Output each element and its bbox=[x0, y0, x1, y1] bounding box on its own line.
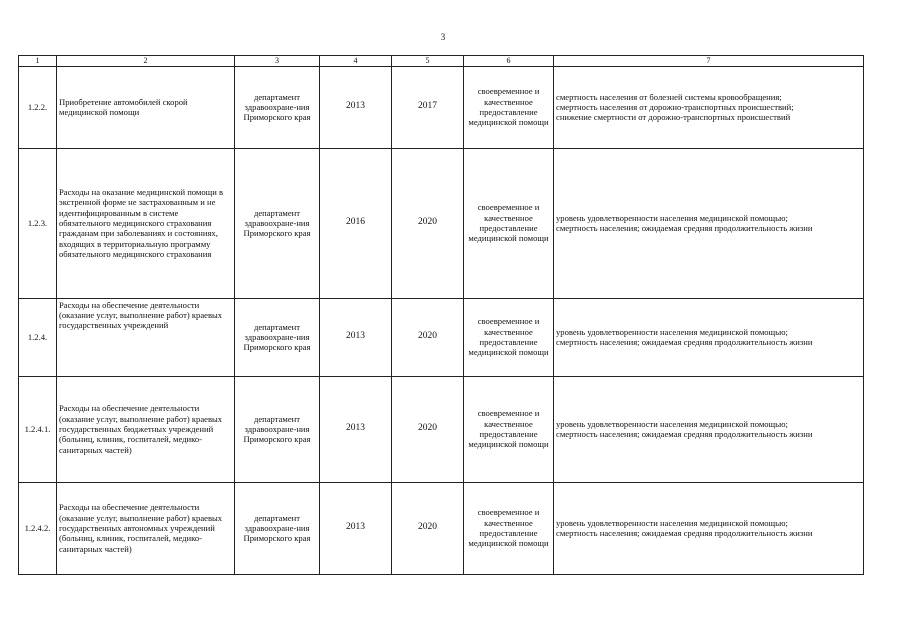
row-start-year: 2013 bbox=[320, 376, 392, 482]
row-indicators bbox=[554, 148, 864, 298]
row-end-year: 2020 bbox=[392, 376, 464, 482]
row-start-year: 2013 bbox=[320, 298, 392, 376]
header-col-2: 2 bbox=[57, 56, 235, 67]
row-result: своевременное и качественное предоставление медицинской помощи bbox=[464, 148, 554, 298]
row-start-year: 2013 bbox=[320, 66, 392, 148]
header-col-3: 3 bbox=[235, 56, 320, 67]
row-indicators bbox=[554, 376, 864, 482]
indicator-line: уровень удовлетворенности населения медицинской помощью; bbox=[556, 418, 788, 429]
indicator-line: смертность населения; ожидаемая средняя продолжительность жизни bbox=[556, 528, 813, 539]
row-result: своевременное и качественное предоставление медицинской помощи bbox=[464, 482, 554, 574]
indicator-line: уровень удовлетворенности населения медицинской помощью; bbox=[556, 517, 788, 528]
row-indicators bbox=[554, 482, 864, 574]
row-end-year: 2020 bbox=[392, 148, 464, 298]
row-number: 1.2.4. bbox=[19, 298, 57, 376]
row-indicators bbox=[554, 66, 864, 148]
row-name: Расходы на обеспечение деятельности (оказание услуг, выполнение работ) краевых государственных автономных учреждений (больниц, клиник, госпиталей, медико-санитарных частей) bbox=[57, 482, 235, 574]
table-row bbox=[19, 66, 864, 148]
indicator-line: уровень удовлетворенности населения медицинской помощью; bbox=[556, 326, 788, 337]
row-number: 1.2.3. bbox=[19, 148, 57, 298]
page-number: 3 bbox=[440, 32, 446, 42]
indicator-line: смертность населения; ожидаемая средняя продолжительность жизни bbox=[556, 337, 813, 348]
header-col-7: 7 bbox=[554, 56, 864, 67]
header-col-5: 5 bbox=[392, 56, 464, 67]
row-indicators bbox=[554, 298, 864, 376]
header-row bbox=[19, 56, 864, 67]
indicator-line: смертность населения от болезней системы кровообращения; bbox=[556, 91, 782, 102]
indicator-line: уровень удовлетворенности населения медицинской помощью; bbox=[556, 212, 788, 223]
header-col-6: 6 bbox=[464, 56, 554, 67]
indicator-line: смертность населения; ожидаемая средняя продолжительность жизни bbox=[556, 223, 813, 234]
row-number: 1.2.4.1. bbox=[19, 376, 57, 482]
row-number: 1.2.4.2. bbox=[19, 482, 57, 574]
table-row bbox=[19, 148, 864, 298]
row-result: своевременное и качественное предоставление медицинской помощи bbox=[464, 298, 554, 376]
row-end-year: 2017 bbox=[392, 66, 464, 148]
row-executor: департамент здравоохране-ния Приморского края bbox=[235, 148, 320, 298]
row-name: Расходы на обеспечение деятельности (оказание услуг, выполнение работ) краевых государственных бюджетных учреждений (больниц, клиник, госпиталей, медико-санитарных частей) bbox=[57, 376, 235, 482]
row-end-year: 2020 bbox=[392, 482, 464, 574]
row-name: Расходы на оказание медицинской помощи в экстренной форме не застрахованным и не идентифицированным в системе обязательного медицинского страхования гражданам при заболеваниях и состояниях, входящих в территориальную программу обязательного медицинского страхования bbox=[57, 148, 235, 298]
table-row bbox=[19, 298, 864, 376]
row-executor: департамент здравоохране-ния Приморского края bbox=[235, 482, 320, 574]
indicator-line: снижение смертности от дорожно-транспортных происшествий bbox=[556, 112, 791, 123]
row-result: своевременное и качественное предоставление медицинской помощи bbox=[464, 376, 554, 482]
row-end-year: 2020 bbox=[392, 298, 464, 376]
row-result: своевременное и качественное предоставление медицинской помощи bbox=[464, 66, 554, 148]
table-row bbox=[19, 482, 864, 574]
header-col-1: 1 bbox=[19, 56, 57, 67]
indicator-line: смертность населения от дорожно-транспортных происшествий; bbox=[556, 101, 794, 112]
indicator-line: смертность населения; ожидаемая средняя продолжительность жизни bbox=[556, 429, 813, 440]
row-executor: департамент здравоохране-ния Приморского края bbox=[235, 66, 320, 148]
table-row bbox=[19, 376, 864, 482]
row-executor: департамент здравоохране-ния Приморского края bbox=[235, 376, 320, 482]
header-col-4: 4 bbox=[320, 56, 392, 67]
row-start-year: 2016 bbox=[320, 148, 392, 298]
row-name: Приобретение автомобилей скорой медицинской помощи bbox=[57, 66, 235, 148]
row-start-year: 2013 bbox=[320, 482, 392, 574]
program-table bbox=[18, 55, 864, 575]
row-name: Расходы на обеспечение деятельности (оказание услуг, выполнение работ) краевых государственных учреждений bbox=[57, 298, 235, 376]
row-executor: департамент здравоохране-ния Приморского края bbox=[235, 298, 320, 376]
row-number: 1.2.2. bbox=[19, 66, 57, 148]
